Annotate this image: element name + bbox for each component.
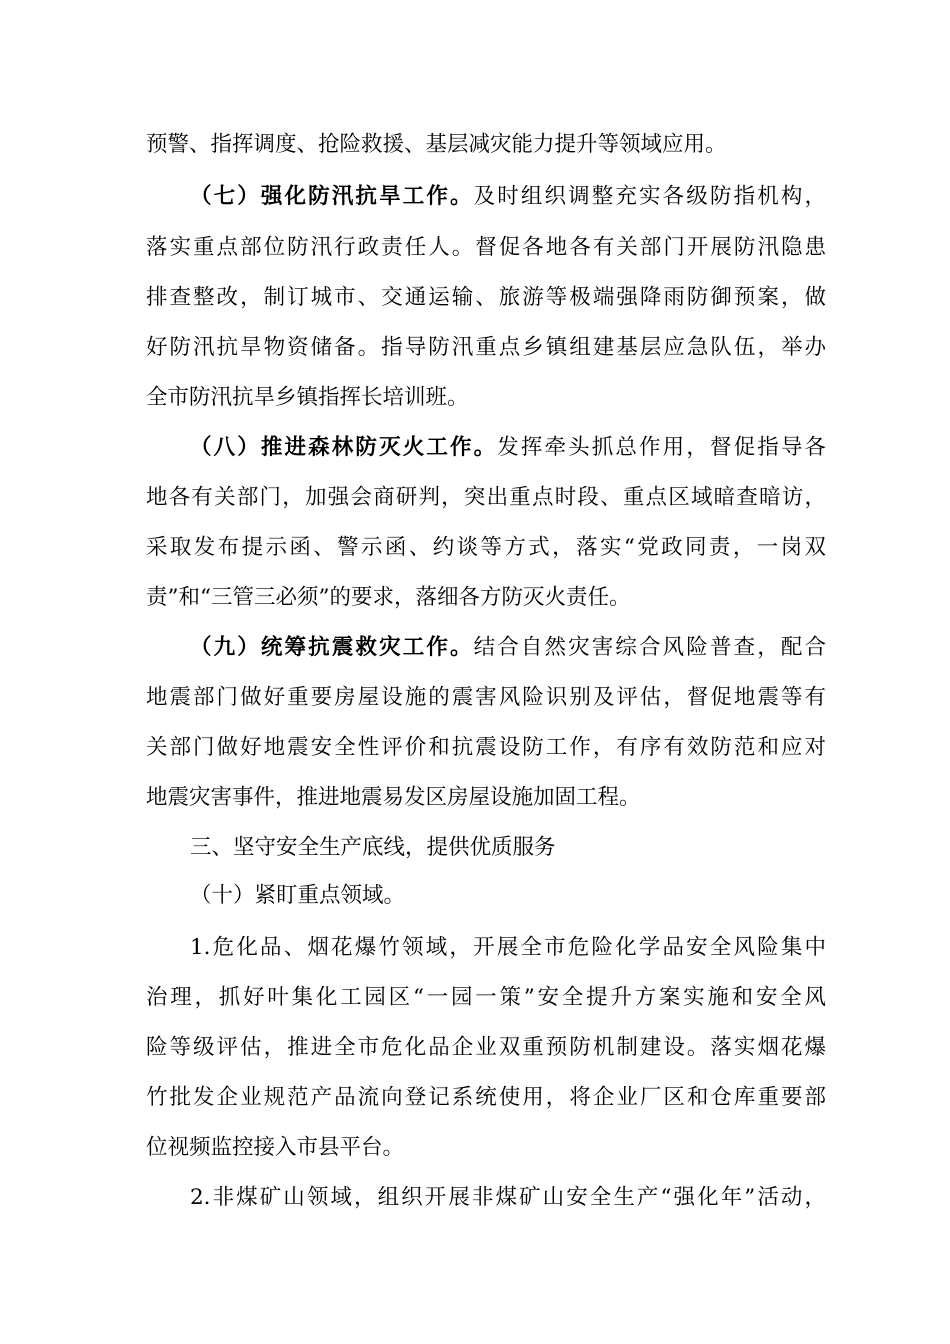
text-span: 及时组织调整充实各级防指机构，	[473, 184, 826, 209]
text-line: 位视频监控接入市县平台。	[146, 1135, 405, 1160]
text-line: 地各有关部门，加强会商研判，突出重点时段、重点区域暗查暗访，	[146, 485, 826, 510]
text-line	[190, 637, 826, 659]
text-line	[190, 437, 826, 459]
text-line: 落实重点部位防汛行政责任人。督促各地各有关部门开展防汛隐患	[146, 235, 826, 260]
text-line: 责”和“三管三必须”的要求，落细各方防灭火责任。	[146, 585, 631, 610]
text-line: 竹批发企业规范产品流向登记系统使用，将企业厂区和仓库重要部	[146, 1085, 826, 1110]
text-line	[190, 186, 826, 208]
section-heading: （九）统筹抗震救灾工作。	[190, 635, 474, 660]
text-line: 关部门做好地震安全性评价和抗震设防工作，有序有效防范和应对	[146, 735, 826, 760]
text-span: 结合自然灾害综合风险普查，配合	[473, 635, 826, 660]
text-line: 1.危化品、烟花爆竹领域，开展全市危险化学品安全风险集中	[190, 935, 826, 960]
text-span: 发挥牵头抓总作用，督促指导各	[497, 435, 826, 460]
text-line: 治理，抓好叶集化工园区“一园一策”安全提升方案实施和安全风	[146, 985, 826, 1010]
text-line: 全市防汛抗旱乡镇指挥长培训班。	[146, 385, 469, 410]
text-line: 采取发布提示函、警示函、约谈等方式，落实“党政同责，一岗双	[146, 535, 826, 560]
text-line: 险等级评估，推进全市危化品企业双重预防机制建设。落实烟花爆	[146, 1035, 826, 1060]
section-heading: （八）推进森林防灭火工作。	[190, 435, 498, 460]
text-line: 地震部门做好重要房屋设施的震害风险识别及评估，督促地震等有	[146, 685, 826, 710]
section-heading: （七）强化防汛抗旱工作。	[190, 184, 474, 209]
chapter-heading: 三、坚守安全生产底线，提供优质服务	[190, 835, 556, 860]
text-line: 2.非煤矿山领域，组织开展非煤矿山安全生产“强化年”活动，	[190, 1185, 826, 1210]
text-line: 排查整改，制订城市、交通运输、旅游等极端强降雨防御预案，做	[146, 285, 826, 310]
text-line: 预警、指挥调度、抢险救援、基层减灾能力提升等领域应用。	[146, 132, 727, 157]
text-line: 地震灾害事件，推进地震易发区房屋设施加固工程。	[146, 785, 641, 810]
text-line: 好防汛抗旱物资储备。指导防汛重点乡镇组建基层应急队伍，举办	[146, 335, 826, 360]
section-heading: （十）紧盯重点领域。	[190, 883, 406, 908]
